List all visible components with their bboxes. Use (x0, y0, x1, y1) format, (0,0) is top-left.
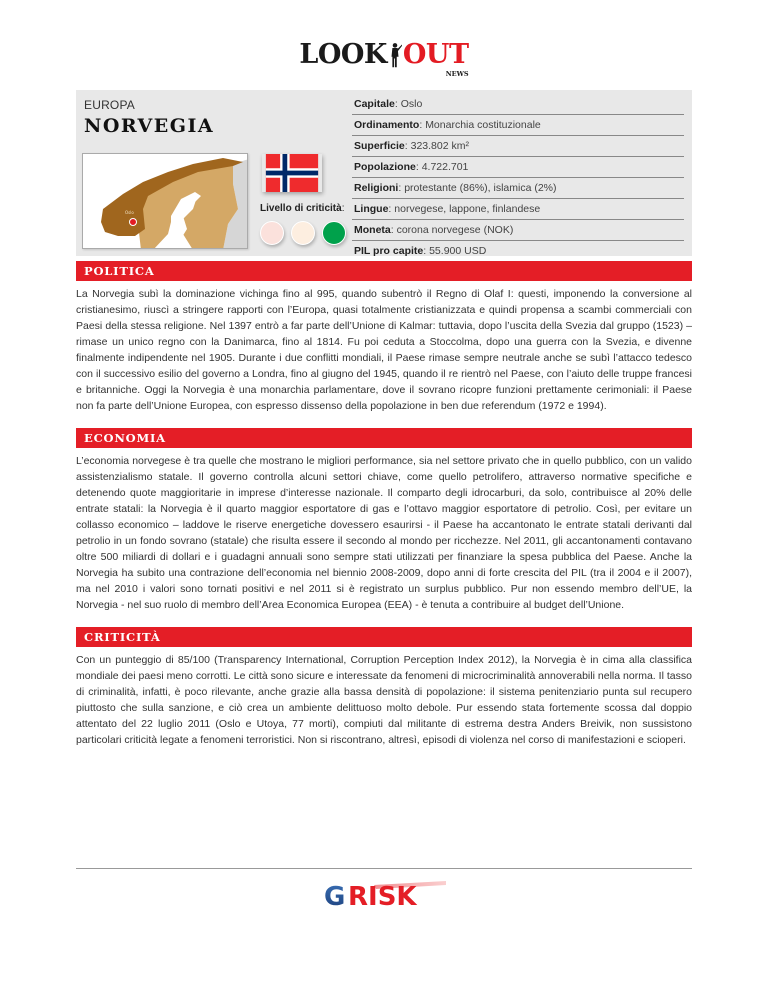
fact-value: norvegese, lappone, finlandese (394, 203, 541, 215)
map-oslo-label: Oslo (125, 210, 134, 215)
footer (76, 868, 692, 909)
fact-value: 323.802 km² (410, 140, 469, 152)
fact-gdp-per-capita: PIL pro capite: 55.900 USD (354, 245, 487, 257)
section-header-politica (76, 261, 692, 281)
grisk-g: G (324, 882, 346, 909)
fact-key: Capitale (354, 98, 395, 110)
fact-key: PIL pro capite (354, 245, 424, 257)
fact-value: 4.722.701 (421, 161, 469, 173)
fact-key: Religioni (354, 182, 399, 194)
fact-value: Monarchia costituzionale (425, 119, 541, 131)
fact-key: Moneta (354, 224, 391, 236)
soldier-silhouette-icon (388, 40, 402, 70)
country-info-box (76, 90, 692, 256)
criticality-label (260, 203, 344, 215)
header (76, 40, 692, 82)
section-header-criticita (76, 627, 692, 647)
norway-flag-icon (262, 154, 322, 192)
grisk-logo (322, 879, 446, 909)
fact-value: 55.900 USD (429, 245, 487, 257)
section-body-criticita: Con un punteggio di 85/100 (Transparency International, Corruption Perception Index 2012), la Norvegia è in cima alla classifica mondiale dei paesi meno corrotti. Le città sono sicure e interessate da fenomeni di microcriminalità annoverabili nella norma. Il tasso di criminalità, infatti, è poco rilevante, anche grazie alla bassa densità di popolazione: il sistema penitenziario punta sul recupero piuttosto che sulla sanzione, e ciò crea un ambiente delittuoso molto debole. Pur essendo stata fortemente scossa dal doppio attentato del 22 luglio 2011 (Oslo e Utoya, 77 morti), compiuti dal militante di estrema destra Anders Breivik, non sussistono particolari criticità legate a fenomeni terroristici. Non si riscontrano, altresì, episodi di violenza nel corso di manifestazioni e scioperi. (76, 654, 692, 746)
fact-value: Oslo (400, 98, 423, 110)
country-facts-list (352, 94, 684, 262)
section-header-economia (76, 428, 692, 448)
criticality-level-medium-indicator (291, 221, 315, 245)
section-title: POLITICA (84, 264, 155, 278)
scandinavia-map (82, 153, 248, 249)
lookout-news-logo (299, 40, 468, 78)
fact-capital: Capitale: Oslo (352, 94, 684, 115)
logo-out-text: OUT (402, 39, 469, 70)
fact-religions: Religioni: protestante (86%), islamica (2%) (352, 178, 684, 199)
fact-key: Popolazione (354, 161, 416, 173)
country-title: NORVEGIA (84, 115, 215, 137)
fact-population: Popolazione: 4.722.701 (352, 157, 684, 178)
region-label: EUROPA (84, 98, 135, 112)
fact-value: protestante (86%), islamica (2%) (404, 182, 557, 194)
grisk-risk: RISK (348, 882, 417, 909)
footer-logo-row (76, 879, 692, 909)
section-title: ECONOMIA (84, 431, 166, 445)
section-title: CRITICITÀ (84, 630, 161, 644)
page (76, 0, 692, 929)
fact-value: corona norvegese (NOK) (396, 224, 514, 236)
section-body-economia: L’economia norvegese è tra quelle che mostrano le migliori performance, sia nel settore privato che in quello pubblico, con un valido assistenzialismo statale. Il governo controlla alcuni settori chiave, come quello petrolifero, attraverso normative specifiche e detenendo quote maggioritarie in imprese d’interesse nazionale. Il comparto degli idrocarburi, da solo, contribuisce al 20% delle entrate statali: la Norvegia è il quarto maggior esportatore di gas e l’ottavo maggior esportatore di petrolio. Così, per evitare un collasso economico – laddove le riserve energetiche dovessero esaurirsi - il Paese ha accantonato le entrate statali derivanti dal petrolio in un fondo sovrano (statale) che risulta essere il secondo al mondo per ricchezze. Nel 2011, gli accantonamenti contavano oltre 500 miliardi di dollari e i guadagni annuali sono sempre stati utilizzati per finanziare la spesa pubblica del Paese. Anche la Norvegia ha subito una contrazione dell’economia nel biennio 2008-2009, dopo anni di forte crescita del PIL (tra il 2004 e il 2007), ma nel 2010 i valori sono tornati positivi e nel 2011 si è registrato un surplus pubblico. Pur non essendo membro dell’UE, la Norvegia - nel suo ruolo di membro dell’Area Economica Europea (EEA) - è tenuta a contribuire al budget dell’Unione. (76, 455, 692, 611)
criticality-colon: : (341, 203, 345, 214)
criticality-level-low-indicator (260, 221, 284, 245)
fact-key: Ordinamento (354, 119, 420, 131)
logo-look-text: LOOK (299, 39, 387, 70)
fact-languages: Lingue: norvegese, lappone, finlandese (352, 199, 684, 220)
footer-divider (76, 868, 692, 869)
fact-key: Superficie (354, 140, 405, 152)
criticality-label-text: Livello di criticità (260, 203, 342, 214)
fact-government: Ordinamento: Monarchia costituzionale (352, 115, 684, 136)
fact-area: Superficie: 323.802 km² (352, 136, 684, 157)
fact-key: Lingue (354, 203, 389, 215)
fact-currency: Moneta: corona norvegese (NOK) (352, 220, 684, 241)
map-graphic (83, 154, 248, 249)
criticality-level-high-indicator (322, 221, 346, 245)
logo-news-text: NEWS (445, 70, 469, 78)
section-body-politica: La Norvegia subì la dominazione vichinga fino al 995, quando subentrò il Regno di Olaf I: questi, imponendo la conversione al cristianesimo, riuscì a stringere rapporti con l’Europa, quasi totalmente cristianizzata e quindi propensa a scambi commerciali con Paesi della stessa religione. Nel 1397 entrò a far parte dell’Unione di Kalmar: tuttavia, dopo l’uscita della Svezia dal gruppo (1523) – rimase un unico regno con la Danimarca, fino al 1814. Fu poi ceduta a Stoccolma, dopo una guerra con la Svezia, e divenne finalmente indipendente nel 1905. Durante i due conflitti mondiali, il Paese rimase sempre neutrale anche se subì l’attacco tedesco con il successivo esilio del governo a Londra, fino al giugno del 1945, quando il re rientrò nel Paese, con l’aiuto delle truppe francesi e britanniche. Oggi la Norvegia è una monarchia parlamentare, dove il sovrano ricopre funzioni prettamente cerimoniali: il Paese non fa parte dell’Unione Europea, con espresso dissenso della popolazione in ben due referendum (1972 e 1994). (76, 288, 692, 412)
